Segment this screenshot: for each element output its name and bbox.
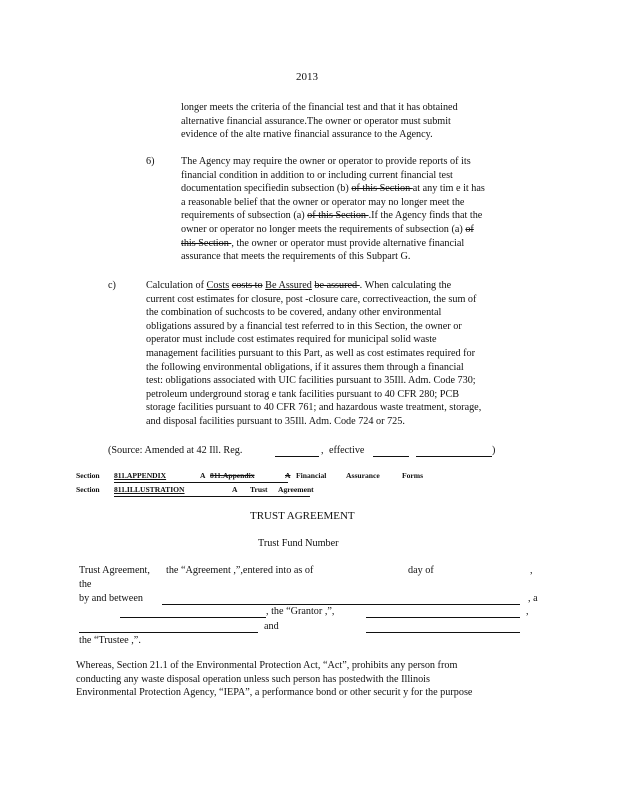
text-segment: documentation specifiedin subsection (b)	[181, 183, 352, 195]
text-segment: operator must include cost estimates required for municipal solid waste	[146, 334, 437, 346]
deleted-text: be assured	[314, 280, 360, 291]
text-line: conducting any waste disposal operation unless such person has postedwith the Illinois	[76, 673, 430, 685]
text-line	[146, 388, 481, 402]
text-line	[181, 182, 485, 196]
text-line	[181, 169, 485, 183]
section-ref: 811.ILLUSTRATION	[114, 485, 185, 494]
text-line	[181, 223, 485, 237]
heading-trust: Trust	[250, 485, 268, 494]
appendix-letter: A	[200, 471, 206, 480]
item-c-number: c)	[108, 280, 116, 291]
section-label: Section	[76, 485, 100, 494]
form-agreement-clause: the “Agreement ,”,entered into as of	[166, 565, 314, 576]
form-by-between: by and between	[79, 593, 143, 604]
text-segment: owner or operator no longer meets the requirements of subsection (a)	[181, 223, 466, 235]
effective-label: effective	[329, 445, 365, 456]
text-line	[146, 374, 481, 388]
comma: ,	[321, 445, 324, 456]
item-6-number: 6)	[146, 156, 155, 167]
text-segment: test: obligations associated with UIC facilities pursuant to 35Ill. Adm. Code 730;	[146, 375, 476, 387]
blank-line-effective-2	[416, 456, 492, 457]
text-segment: petroleum underground storag e tank facilities pursuant to 40 CFR 280; PCB	[146, 388, 460, 400]
deleted-text: costs to	[231, 280, 263, 291]
blank-line-trustee-type[interactable]	[79, 632, 258, 633]
page-number: 2013	[296, 71, 318, 83]
deleted-text: of this Section	[351, 183, 413, 195]
source-note: (Source: Amended at 42 Ill. Reg.	[108, 445, 243, 456]
blank-line-trustee-2[interactable]	[366, 632, 520, 633]
deleted-text: of this Section	[307, 210, 369, 222]
text-segment: the following environmental obligations, if it assures them through a financial	[146, 361, 464, 373]
section-label: Section	[76, 471, 100, 480]
blank-line-trustee-name[interactable]	[366, 617, 520, 618]
text-line	[146, 333, 481, 347]
text-segment: management facilities pursuant to this Part, as well as cost estimates required for	[146, 347, 476, 359]
deleted-text: this Section	[181, 237, 232, 249]
text-segment: financial condition in addition to or including current financial test	[181, 169, 453, 181]
blank-line-effective-1	[373, 456, 409, 457]
text-line: Environmental Protection Agency, “IEPA”, a performance bond or other securit y for the purpose	[76, 687, 473, 699]
paragraph-continued	[181, 101, 458, 142]
close-paren: )	[492, 445, 496, 456]
text-line: Whereas, Section 21.1 of the Environmental Protection Act, “Act”, prohibits any person from	[76, 660, 458, 671]
form-the: the	[79, 579, 92, 590]
text-line: longer meets the criteria of the financial test and that it has obtained	[181, 102, 458, 113]
text-line	[146, 306, 481, 320]
section-underline	[114, 496, 310, 497]
inserted-text: Costs	[206, 280, 230, 291]
text-line	[181, 196, 485, 210]
text-line	[181, 155, 485, 169]
heading-assurance: Assurance	[346, 471, 380, 480]
document-title: TRUST AGREEMENT	[250, 510, 355, 522]
section-underline	[114, 482, 288, 483]
text-segment: assurance that meets the requirements of this Subpart G.	[181, 251, 411, 263]
text-line: alternative financial assurance.The owner or operator must submit	[181, 115, 451, 127]
text-line	[181, 237, 485, 251]
text-line	[146, 347, 481, 361]
blank-line-grantor-name[interactable]	[162, 604, 520, 605]
text-line	[146, 415, 481, 429]
deleted-text: of	[465, 223, 474, 235]
text-line	[181, 250, 485, 264]
text-line	[146, 401, 481, 415]
item-6-text	[181, 155, 485, 264]
inserted-text: Be Assured	[265, 280, 312, 291]
text-line	[146, 361, 481, 375]
text-segment: at any tim e it has	[412, 183, 485, 195]
blank-line-grantor-type[interactable]	[120, 617, 266, 618]
text-segment: and disposal facilities pursuant to 35Ill. Adm. Code 724 or 725.	[146, 415, 405, 427]
text-segment: storage facilities pursuant to 40 CFR 761; and hazardous waste treatment, storage,	[146, 402, 482, 414]
heading-agreement: Agreement	[278, 485, 314, 494]
form-comma: ,	[530, 565, 533, 576]
form-trustee: the “Trustee ,”.	[79, 635, 141, 646]
heading-financial: Financial	[296, 471, 327, 480]
text-line: evidence of the alte rnative financial assurance to the Agency.	[181, 129, 433, 141]
text-segment: Calculation of	[146, 280, 207, 291]
text-segment: . When calculating the	[359, 280, 452, 291]
illustration-letter: A	[232, 485, 238, 494]
text-segment: requirements of subsection (a)	[181, 210, 308, 222]
text-line	[181, 209, 485, 223]
document-subtitle: Trust Fund Number	[258, 538, 339, 549]
section-ref-deleted: 811.Appendix	[210, 471, 255, 480]
heading-forms: Forms	[402, 471, 424, 480]
text-segment: current cost estimates for closure, post -closure care, correctiveaction, the sum of	[146, 293, 477, 305]
text-segment: the combination of suchcosts to be covered, andany other environmental	[146, 307, 442, 319]
text-segment: , the owner or operator must provide alternative financial	[231, 237, 465, 249]
form-grantor: , the “Grantor ,”,	[266, 606, 335, 617]
text-line	[146, 320, 481, 334]
section-ref: 811.APPENDIX	[114, 471, 167, 480]
form-a: , a	[528, 593, 538, 604]
form-intro: Trust Agreement,	[79, 565, 150, 576]
form-and: and	[264, 621, 279, 632]
form-day-label: day of	[408, 565, 434, 576]
blank-line-reg	[275, 456, 319, 457]
item-c-text	[146, 279, 481, 429]
text-segment: obligations assured by a financial test referred to in this Section, the owner or	[146, 320, 462, 332]
text-segment: .If the Agency finds that the	[368, 210, 483, 222]
whereas-paragraph	[76, 659, 472, 700]
text-segment: The Agency may require the owner or operator to provide reports of its	[181, 156, 471, 167]
text-segment: a reasonable belief that the owner or operator may no longer meet the	[181, 196, 465, 208]
form-comma: ,	[526, 606, 529, 617]
text-line	[146, 293, 481, 307]
appendix-letter-deleted: A	[285, 471, 291, 480]
text-line	[146, 279, 481, 293]
